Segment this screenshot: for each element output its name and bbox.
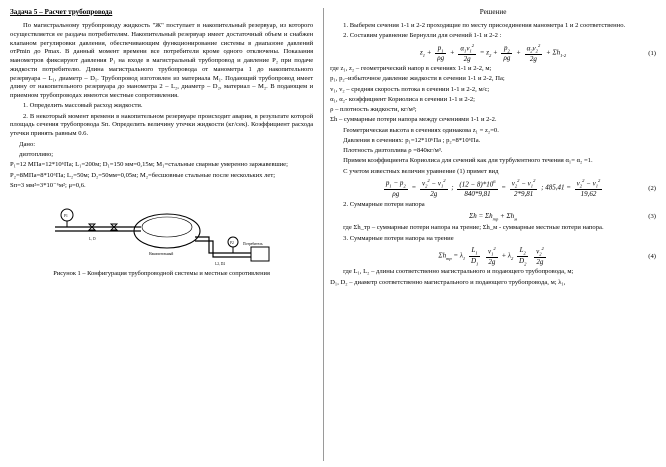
equation-4-row	[330, 246, 656, 266]
problem-statement-paragraph: По магистральному трубопроводу жидкость "Ж" поступает в накопительный резервуар, из которого осуществляется ее раздача потребителям. Накопительный резервуар имеет достаточный объем и снабжен клапаном регулировки давления, обеспечивающим функционирование системы в диапазоне давлений отPmin до Pmax. В данный момент времени все потребители кроме одного отключены. Показания манометров фиксируют давления P₁ на входе в магистральный трубопровод и давление P₂ при подаче жидкости потребителю. Длина магистрального трубопровода от манометра 1 до накопительного резервуара – L₁, диаметр – D₁. Трубопровод изготовлен из материала M₁. Подающий трубопровод имеет длину от накопительного резервуара до манометра 2 – L₂, диаметр – D₂, материал – M₂. В подающем и приемном трубопроводах имеются местные сопротивления.	[10, 22, 314, 100]
svg-text:L2, D2: L2, D2	[214, 261, 225, 266]
svg-text:Накопительный: Накопительный	[148, 251, 173, 256]
given-line-fluid: дизтопливо;	[19, 151, 54, 159]
note-pressures: Давления в сечениях: p₁=12*10⁶Па ; p₂=8*10⁶Па.	[343, 136, 481, 144]
note-coriolis: Примем коэффициента Кориолиса для сечений как для турбулентного течения α₁= α₂ =1.	[343, 157, 593, 165]
legend-intro: где z₁, z₂ – геометрический напор в сечениях 1-1 и 2-2, м;	[330, 65, 492, 73]
solution-step-3: 2. Суммарные потери напора	[343, 201, 425, 209]
figure-pipeline-diagram	[10, 197, 313, 277]
equation-2-row	[330, 178, 656, 198]
equation-3-number: (3)	[648, 213, 656, 221]
solution-step-4: 3. Суммарные потери напора на трение	[343, 235, 454, 243]
page-title: Задача 5 – Расчет трубопровода	[10, 8, 113, 16]
equation-3-row	[330, 212, 656, 221]
equation-1-row	[330, 43, 656, 63]
task-1-paragraph: 1. Определить массовый расход жидкости.	[23, 102, 143, 110]
equation-4-number: (4)	[648, 252, 656, 260]
figure-caption: Рисунок 1 – Конфигурация трубопроводной системы и местные сопротивления	[53, 269, 270, 277]
solution-step-2: 2. Составим уравнение Бернулли для сечений 1-1 и 2-2 :	[343, 32, 502, 40]
legend-density: ρ – плотность жидкости, кг/м³;	[330, 106, 417, 114]
equation-2-number: (2)	[648, 184, 656, 192]
equation-4: $\Sigma h_{тр} = \lambda_1$ $\frac{L_1}{D_1}$ $\frac{v_1^2}{2g}$ + $\lambda_2$ $\frac{L_2}{D_2}$ $\frac{v_2^2}{2g}$	[438, 246, 544, 267]
svg-text:L, D: L, D	[88, 236, 96, 241]
legend-velocity: v₁, v₂ – средняя скорость потока в сечении 1-1 и 2-2, м/с;	[330, 85, 490, 93]
svg-text:P2: P2	[229, 240, 234, 245]
right-column	[330, 8, 656, 461]
svg-text:Потребитель: Потребитель	[242, 241, 263, 246]
given-line-leak: Sп=3 мм²=3*10⁻⁶м²; μ=0,6.	[10, 182, 86, 190]
note-density: Плотность дизтоплива ρ =840кг/м³.	[343, 147, 443, 155]
given-label: Дано:	[19, 140, 36, 148]
note-geometric-height: Геометрическая высота в сечениях одинакова z₁ = z₂=0.	[343, 126, 499, 134]
legend-diameters: D₁, D₂ – диаметр соответственно магистрального и подающего трубопровода, м; λ₁,	[330, 278, 566, 286]
solution-step-1: 1. Выберем сечения 1-1 и 2-2 проходящие по месту присоединения манометра 1 и 2 соответственно.	[343, 22, 626, 29]
legend-coriolis: α₁, α₂- коэффициент Кориолиса в сечении 1-1 и 2-2;	[330, 95, 475, 103]
given-line-pipe-1: P₁=12 МПа=12*10⁶Па; L₁=200м; D₁=150 мм=0,15м; M₁=стальные сварные умеренно заржавевшие;	[10, 161, 288, 169]
left-column	[10, 8, 323, 461]
given-line-pipe-2: P₂=8МПа=8*10⁶Па; L₂=50м; D₂=50мм=0,05м; M₂=бесшовные стальные после нескольких лет;	[10, 171, 276, 179]
column-divider	[323, 8, 324, 461]
equation-1: $z_1$ + $\frac{p_1}{\rho g}$ + $\frac{\alpha_1v_1^2}{2g}$ = $z_2$ + $\frac{p_2}{\rho g}$ + $\frac{\alpha_2v_2^2}{2g}$ + $\Sigma h_{1-2}$	[420, 43, 567, 63]
task-2-paragraph: 2. В некоторый момент времени в накопительном резервуаре происходит авария, в результате которой площадь сечения трубопровода Sп. Определить величину утечки жидкости (кг/сек). Коэффициент расхода утечки принять равным 0.6.	[10, 112, 314, 138]
note-substitution: С учетом известных величин уравнение (1) примет вид	[343, 167, 499, 175]
equation-2: $\frac{p_1 - p_2}{\rho g}$ = $\frac{v_2^2 - v_1^2}{2g}$ ; $\frac{(12 - 8)*10^6}{840*9,81}$ = $\frac{v_2^2 - v_1^2}{2*9,81}$ ; 485,41 = $\frac{v_2^2 - v_1^2}{19,62}$	[385, 178, 601, 199]
solution-title: Решение	[479, 8, 507, 16]
legend-lengths: где L₁, L₂ – длины соответственно магистрального и подающего трубопровода, м;	[343, 268, 574, 276]
pipeline-schematic-svg	[37, 197, 287, 267]
svg-text:P1: P1	[63, 213, 68, 218]
legend-losses: Σh – суммарные потери напора между сечениями 1-1 и 2-2.	[330, 116, 497, 124]
equation-3: $\Sigma h = \Sigma h_{тр} + \Sigma h_м$	[469, 212, 518, 222]
legend-total-losses: где Σh_тр – суммарные потери напора на трение; Σh_м - суммарные местные потери напора.	[343, 223, 604, 231]
legend-pressure: p₁, p₂–избыточное давление жидкости в сечении 1-1 и 2-2, Па;	[330, 75, 505, 83]
equation-1-number: (1)	[648, 49, 656, 57]
